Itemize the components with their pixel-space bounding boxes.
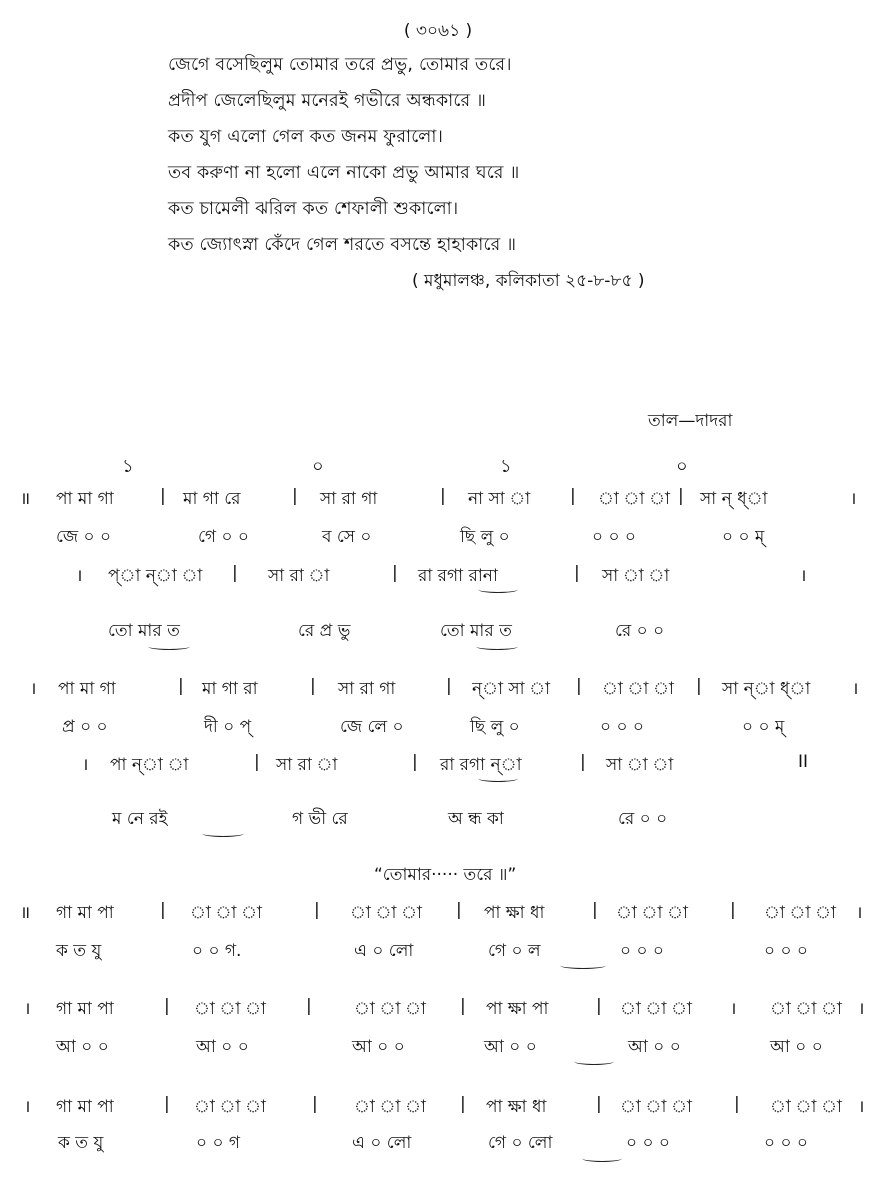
n1-swara-cell: না সা া	[468, 489, 531, 509]
n1-swara-cell: |	[570, 486, 576, 506]
n6-swara-cell: |	[460, 996, 466, 1016]
n3-swara-cell: |	[446, 676, 452, 696]
n1-swara-cell: |	[440, 486, 446, 506]
n3-swara-cell: পা মা গা	[58, 679, 116, 699]
n2-swara-cell: |	[574, 563, 580, 583]
n1-swara-cell: ।	[850, 489, 857, 509]
n5-lyric-cell: গে ০ ল	[488, 941, 541, 961]
n6-swara-cell: া া া	[354, 999, 426, 1019]
n7-swara-cell: া া া	[620, 1097, 692, 1117]
n3-lyric-cell: ছি লু ০	[470, 717, 520, 737]
n1-lyric-cell: ব সে ০	[322, 527, 372, 547]
n1-swara-cell: ॥	[20, 489, 31, 509]
n7-swara-cell: ।	[858, 1097, 865, 1117]
n6-swara-cell: া া া	[194, 999, 266, 1019]
n6-swara-cell: |	[164, 996, 170, 1016]
n6-lyric-cell: আ ০ ০	[770, 1037, 823, 1057]
n6-swara-cell: ।	[730, 999, 737, 1019]
n4-swara-cell: সা রা া	[276, 755, 338, 775]
n4-lyric-cell: গ ভী রে	[292, 809, 348, 829]
n4-swara-cell: |	[254, 752, 260, 772]
n6-lyric-cell: আ ০ ০	[484, 1037, 537, 1057]
n7-swara-cell: |	[164, 1094, 170, 1114]
n7-swara-cell: |	[312, 1094, 318, 1114]
n1-lyric-cell: ০ ০ ০	[592, 527, 636, 547]
n1-swara-cell: পা মা গা	[56, 489, 114, 509]
n7-lyric-cell: ০ ০ ০	[626, 1133, 670, 1153]
n3-swara-cell: |	[696, 676, 702, 696]
n4-lyric-cell: রে ০ ০	[618, 809, 668, 829]
n5-swara-cell: |	[592, 900, 598, 920]
n6-swara-cell: গা মা পা	[56, 999, 114, 1019]
n5-lyric-cell: এ ০ লো	[354, 941, 414, 961]
n3-lyric-cell: প্র ০ ০	[62, 717, 108, 737]
n5-swara-cell: া া া	[764, 903, 836, 923]
n2-lyric-cell: রে প্র ভু	[298, 621, 351, 641]
n2-lyric-cell: রে ০ ০	[615, 621, 665, 641]
beat-mark-2: ০	[312, 456, 324, 477]
n6-swara-cell: ।	[858, 999, 865, 1019]
tala-label: তাল—দাদরা	[648, 411, 733, 431]
n1-swara-cell: সা ন্ ধ্া	[700, 489, 768, 509]
n5-lyric-cell: ০ ০ ০	[764, 941, 808, 961]
slur-mark	[148, 643, 190, 650]
n3-swara-cell: ।	[30, 679, 37, 699]
n7-swara-cell: |	[734, 1094, 740, 1114]
n4-swara-cell: |	[580, 752, 586, 772]
n6-lyric-cell: আ ০ ০	[196, 1037, 249, 1057]
slur-mark	[478, 775, 518, 782]
n1-swara-cell: |	[678, 486, 684, 506]
n3-swara-cell: া া া	[602, 679, 674, 699]
n7-lyric-cell: ক ত যু	[58, 1133, 104, 1153]
n6-lyric-cell: আ ০ ০	[352, 1037, 405, 1057]
n5-lyric-cell: ০ ০ ০	[620, 941, 664, 961]
n2-swara-cell: |	[232, 563, 238, 583]
n4-swara-cell: II	[798, 752, 809, 772]
n3-lyric-cell: ০ ০ ০	[600, 717, 644, 737]
n1-lyric-cell: ০ ০ ম্	[722, 527, 765, 547]
n5-swara-cell: া া া	[350, 903, 422, 923]
n7-lyric-cell: এ ০ লো	[352, 1133, 412, 1153]
n5-swara-cell: ।	[856, 903, 863, 923]
slur-mark	[478, 586, 518, 593]
slur-mark	[202, 830, 244, 837]
n4-swara-cell: সা া া	[606, 755, 674, 775]
slur-mark	[560, 962, 606, 969]
n3-swara-cell: |	[178, 676, 184, 696]
n3-swara-cell: ।	[852, 679, 859, 699]
slur-mark	[574, 1058, 614, 1065]
n3-swara-cell: মা গা রা	[202, 679, 258, 699]
n6-swara-cell: ।	[24, 999, 31, 1019]
n3-swara-cell: সা ন্া ধ্া	[722, 679, 811, 699]
n2-swara-cell: প্া ন্া া	[108, 566, 203, 586]
n2-swara-cell: |	[392, 563, 398, 583]
n3-swara-cell: ন্া সা া	[472, 679, 551, 699]
n5-swara-cell: |	[314, 900, 320, 920]
n2-swara-cell: রা রগা রানা	[418, 566, 498, 586]
n4-lyric-cell: ম নে রই	[112, 809, 168, 829]
n1-swara-cell: |	[160, 486, 166, 506]
n3-swara-cell: সা রা গা	[338, 679, 396, 699]
n7-swara-cell: |	[596, 1094, 602, 1114]
n6-lyric-cell: আ ০ ০	[56, 1037, 109, 1057]
n6-swara-cell: া া া	[770, 999, 842, 1019]
n5-swara-cell: া া া	[190, 903, 262, 923]
n7-swara-cell: ।	[24, 1097, 31, 1117]
beat-mark-3: ১	[500, 456, 512, 477]
n5-swara-cell: ॥	[20, 903, 31, 923]
n6-lyric-cell: আ ০ ০	[628, 1037, 681, 1057]
n3-lyric-cell: দী ০ প্	[204, 717, 252, 737]
n7-swara-cell: া া া	[770, 1097, 842, 1117]
lyric-line-3: কত যুগ এলো গেল কত জনম ফুরালো।	[168, 127, 444, 147]
lyric-line-1: জেগে বসেছিলুম তোমার তরে প্রভু, তোমার তরে।	[168, 55, 512, 75]
n2-swara-cell: সা া া	[602, 566, 670, 586]
n1-lyric-cell: গে ০ ০	[198, 527, 249, 547]
n5-lyric-cell: ক ত যু	[56, 941, 102, 961]
n6-swara-cell: পা ক্ষা পা	[486, 999, 549, 1019]
n5-lyric-cell: ০ ০ গ.	[192, 941, 242, 961]
song-number: ( ৩০৬১ )	[403, 21, 473, 41]
n7-lyric-cell: গে ০ লো	[488, 1133, 553, 1153]
n4-swara-cell: রা রগা ন্া	[440, 755, 522, 775]
slur-mark	[582, 1155, 622, 1162]
n5-swara-cell: পা ক্ষা ধা	[484, 903, 545, 923]
n4-lyric-cell: অ ন্ধ কা	[448, 809, 504, 829]
n1-swara-cell: সা রা গা	[320, 489, 378, 509]
n7-swara-cell: |	[460, 1094, 466, 1114]
signature: ( মধুমালঞ্চ, কলিকাতা ২৫-৮-৮৫ )	[412, 271, 645, 291]
n7-swara-cell: পা ক্ষা ধা	[486, 1097, 547, 1117]
n1-lyric-cell: জে ০ ০	[56, 527, 112, 547]
n1-lyric-cell: ছি লু ০	[460, 527, 510, 547]
n3-lyric-cell: ০ ০ ম্	[742, 717, 785, 737]
n5-swara-cell: |	[160, 900, 166, 920]
n2-swara-cell: ।	[800, 566, 807, 586]
n2-swara-cell: সা রা া	[268, 566, 330, 586]
n6-swara-cell: |	[596, 996, 602, 1016]
n2-lyric-cell: তো মার ত	[440, 621, 512, 641]
lyric-line-2: প্রদীপ জেলেছিলুম মনেরই গভীরে অন্ধকারে ॥	[168, 91, 487, 111]
n1-swara-cell: মা গা রে	[183, 489, 241, 509]
n5-swara-cell: |	[730, 900, 736, 920]
n3-swara-cell: |	[310, 676, 316, 696]
beat-mark-4: ০	[676, 456, 688, 477]
n4-swara-cell: |	[412, 752, 418, 772]
lyric-line-5: কত চামেলী ঝরিল কত শেফালী শুকালো।	[168, 199, 459, 219]
n7-lyric-cell: ০ ০ ০	[764, 1133, 808, 1153]
n2-swara-cell: ।	[76, 566, 83, 586]
slur-mark	[476, 643, 518, 650]
n1-swara-cell: |	[292, 486, 298, 506]
n5-swara-cell: া া া	[616, 903, 688, 923]
n6-swara-cell: া া া	[620, 999, 692, 1019]
n7-swara-cell: গা মা পা	[56, 1097, 114, 1117]
n4-swara-cell: ।	[82, 755, 89, 775]
n7-swara-cell: া া া	[194, 1097, 266, 1117]
n7-lyric-cell: ০ ০ গ	[196, 1133, 241, 1153]
n4-swara-cell: পা ন্া া	[110, 755, 189, 775]
refrain-label: “তোমার····· তরে ॥”	[374, 865, 517, 885]
lyric-line-6: কত জ্যোৎস্না কেঁদে গেল শরতে বসন্তে হাহাকারে ॥	[168, 235, 517, 255]
n5-swara-cell: গা মা পা	[56, 903, 114, 923]
n3-swara-cell: |	[576, 676, 582, 696]
lyric-line-4: তব করুণা না হলো এলে নাকো প্রভু আমার ঘরে ॥	[168, 163, 520, 183]
n1-swara-cell: া া া	[598, 489, 670, 509]
beat-mark-1: ১	[122, 456, 134, 477]
n7-swara-cell: া া া	[354, 1097, 426, 1117]
n2-lyric-cell: তো মার ত	[108, 621, 180, 641]
n3-lyric-cell: জে লে ০	[340, 717, 404, 737]
n5-swara-cell: |	[456, 900, 462, 920]
n6-swara-cell: |	[306, 996, 312, 1016]
